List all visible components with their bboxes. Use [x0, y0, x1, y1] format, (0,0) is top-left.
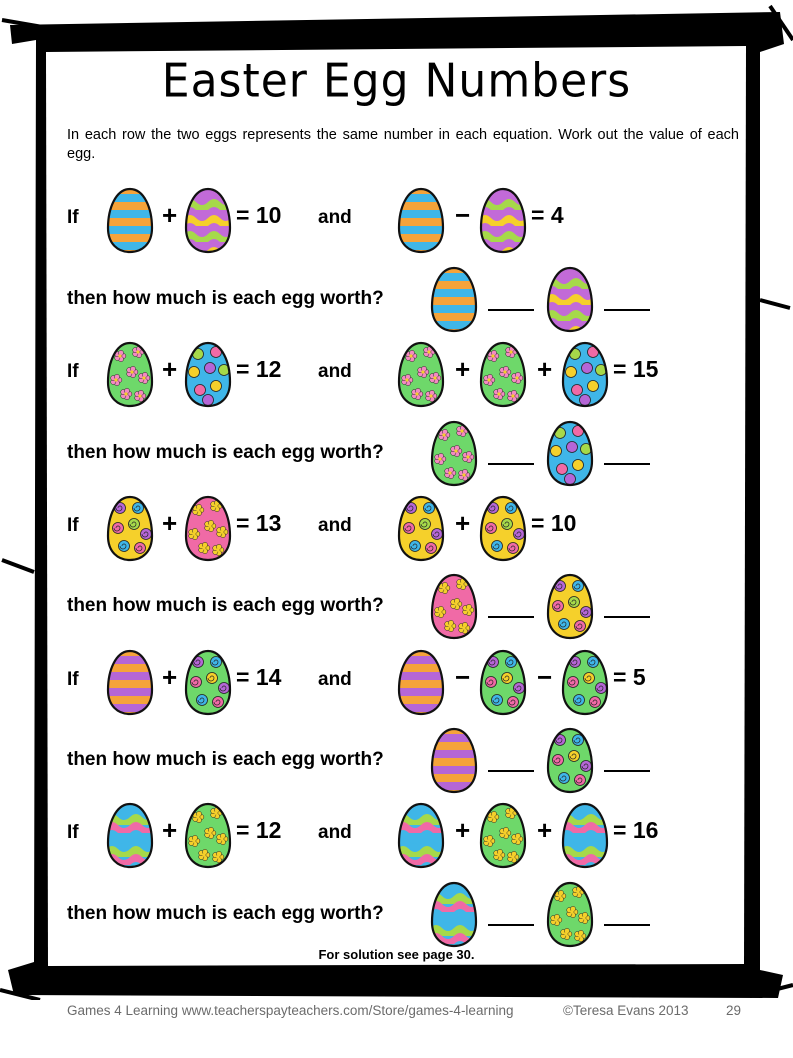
operator: − [455, 200, 471, 230]
answer-blank[interactable] [488, 616, 534, 618]
operator: + [537, 354, 553, 384]
instructions: In each row the two eggs represents the same number in each equation. Work out the value of each egg. [67, 127, 739, 162]
if-label: If [67, 515, 79, 536]
question-row [0, 419, 793, 479]
egg-swirl-yellow-icon [479, 494, 527, 562]
equation-result: = 4 [531, 202, 564, 228]
equation-row [0, 340, 793, 400]
answer-blank[interactable] [604, 770, 650, 772]
answer-blank[interactable] [488, 309, 534, 311]
egg-swirl-yellow-icon [546, 572, 594, 640]
equation-row [0, 186, 793, 246]
answer-blank[interactable] [488, 463, 534, 465]
operator: + [455, 508, 471, 538]
egg-wavy-purple-icon [479, 186, 527, 254]
egg-wavy-blue-icon [430, 880, 478, 948]
if-label: If [67, 207, 79, 228]
question-text: then how much is each egg worth? [67, 903, 384, 924]
answer-blank[interactable] [604, 616, 650, 618]
egg-striped-icon [430, 265, 478, 333]
and-label: and [318, 361, 352, 382]
and-label: and [318, 515, 352, 536]
equation-result: = 14 [236, 664, 282, 690]
equation-row [0, 648, 793, 708]
and-label: and [318, 207, 352, 228]
operator: + [455, 815, 471, 845]
and-label: and [318, 669, 352, 690]
solution-note: For solution see page 30. [318, 947, 475, 962]
egg-wavy-blue-icon [106, 801, 154, 869]
egg-swirl-green-icon [184, 648, 232, 716]
egg-dots-blue-icon [561, 340, 609, 408]
operator: + [537, 815, 553, 845]
question-row [0, 572, 793, 632]
operator: + [162, 354, 178, 384]
egg-swirl-green-icon [561, 648, 609, 716]
footer-page-number: 29 [726, 1003, 742, 1018]
answer-blank[interactable] [604, 463, 650, 465]
if-label: If [67, 669, 79, 690]
equation-result: = 12 [236, 817, 282, 843]
operator: + [162, 815, 178, 845]
egg-dots-blue-icon [546, 419, 594, 487]
egg-flower-green-yellow-icon [184, 801, 232, 869]
equation-result: = 12 [236, 356, 282, 382]
egg-wavy-blue-icon [397, 801, 445, 869]
egg-flower-green-yellow-icon [479, 801, 527, 869]
equation-row [0, 801, 793, 861]
operator: − [537, 662, 553, 692]
question-text: then how much is each egg worth? [67, 749, 384, 770]
egg-flower-green-icon [106, 340, 154, 408]
question-text: then how much is each egg worth? [67, 595, 384, 616]
equation-result: = 15 [613, 356, 659, 382]
egg-swirl-green-icon [479, 648, 527, 716]
equation-result: = 10 [236, 202, 282, 228]
egg-flower-pink-icon [430, 572, 478, 640]
answer-blank[interactable] [488, 770, 534, 772]
egg-striped-icon [106, 186, 154, 254]
equation-result: = 10 [531, 510, 577, 536]
question-text: then how much is each egg worth? [67, 288, 384, 309]
egg-striped-purple-icon [106, 648, 154, 716]
footer-site: Games 4 Learning www.teacherspayteachers.com/Store/games-4-learning [67, 1003, 514, 1018]
question-row [0, 726, 793, 786]
if-label: If [67, 361, 79, 382]
question-text: then how much is each egg worth? [67, 442, 384, 463]
equation-result: = 16 [613, 817, 659, 843]
egg-flower-green-icon [479, 340, 527, 408]
operator: + [162, 508, 178, 538]
page-title: Easter Egg Numbers [161, 54, 632, 109]
egg-wavy-purple-icon [184, 186, 232, 254]
operator: + [162, 200, 178, 230]
operator: + [162, 662, 178, 692]
egg-striped-purple-icon [430, 726, 478, 794]
egg-swirl-yellow-icon [106, 494, 154, 562]
if-label: If [67, 822, 79, 843]
answer-blank[interactable] [604, 924, 650, 926]
question-row [0, 880, 793, 940]
egg-swirl-green-icon [546, 726, 594, 794]
egg-flower-green-icon [397, 340, 445, 408]
equation-row [0, 494, 793, 554]
equation-result: = 5 [613, 664, 646, 690]
egg-striped-icon [397, 186, 445, 254]
egg-swirl-yellow-icon [397, 494, 445, 562]
footer-copyright: ©Teresa Evans 2013 [563, 1003, 689, 1018]
egg-dots-blue-icon [184, 340, 232, 408]
answer-blank[interactable] [488, 924, 534, 926]
and-label: and [318, 822, 352, 843]
egg-wavy-purple-icon [546, 265, 594, 333]
egg-striped-purple-icon [397, 648, 445, 716]
operator: − [455, 662, 471, 692]
equation-result: = 13 [236, 510, 282, 536]
answer-blank[interactable] [604, 309, 650, 311]
egg-flower-pink-icon [184, 494, 232, 562]
question-row [0, 265, 793, 325]
operator: + [455, 354, 471, 384]
egg-wavy-blue-icon [561, 801, 609, 869]
egg-flower-green-icon [430, 419, 478, 487]
egg-flower-green-yellow-icon [546, 880, 594, 948]
